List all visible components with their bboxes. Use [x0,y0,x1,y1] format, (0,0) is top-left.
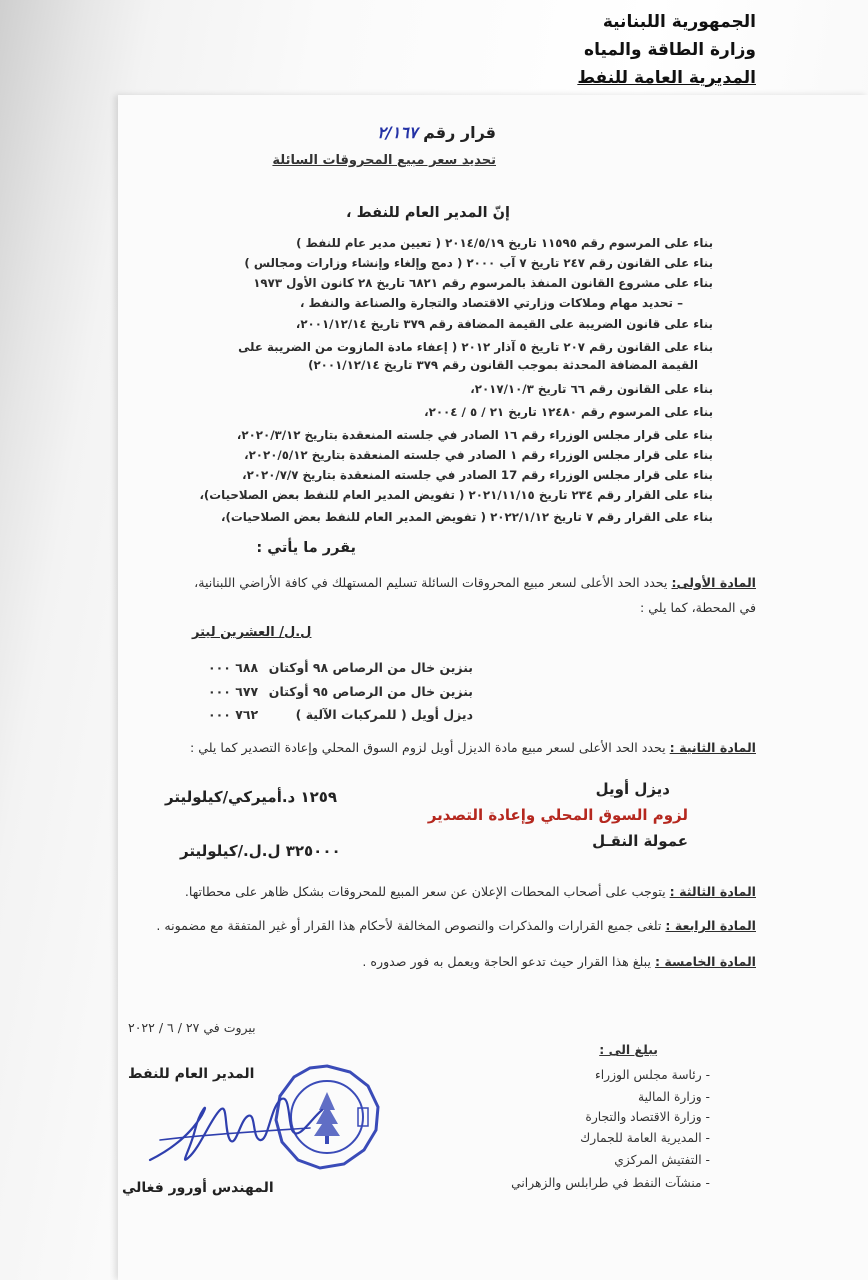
signatory-name: المهندس أورور فغالي [122,1180,274,1196]
article-2-text: يحدد الحد الأعلى لسعر مبيع مادة الديزل أويل لزوم السوق المحلي وإعادة التصدير كما يلي : [189,740,666,755]
article-5-label: المادة الخامسة : [654,954,756,969]
intro-line: إنّ المدير العام للنفط ، [346,205,510,221]
fuel-name: ديزل أويل ( للمركبات الآلية ) [295,707,473,722]
notify-item: - منشآت النفط في طرابلس والزهراني [511,1176,710,1190]
resolves-line: يقرر ما يأتي : [256,540,356,556]
article-5 [362,954,756,969]
consideration-line: بناء على المرسوم رقم ١١٥٩٥ تاريخ ٢٠١٤/٥/١٩ ( تعيين مدير عام للنفط ) [296,236,713,250]
consideration-line: القيمة المضافة المحدثة بموجب القانون رقم ٣٧٩ تاريخ ٢٠٠١/١٢/١٤) [308,358,698,372]
article-3-text: يتوجب على أصحاب المحطات الإعلان عن سعر المبيع للمحروقات بشكل ظاهر على محطاتها. [184,884,666,899]
price-unit-label: ل.ل/ العشرين ليتر [192,625,312,640]
article-3 [185,884,756,899]
transport-name: عمولة النقـل [592,832,688,850]
diesel-name: ديزل أويل [595,780,670,798]
article-1 [194,575,756,590]
notify-item: - المديرية العامة للجمارك [580,1131,710,1145]
consideration-line: بناء على القانون رقم ٢٤٧ تاريخ ٧ آب ٢٠٠٠ ( دمج وإلغاء وإنشاء وزارات ومجالس ) [244,256,713,270]
article-1-text: يحدد الحد الأعلى لسعر مبيع المحروقات السائلة تسليم المستهلك في كافة الأراضي اللبنانية، [194,575,668,590]
diesel-purpose: لزوم السوق المحلي وإعادة التصدير [427,806,688,824]
consideration-line: بناء على مشروع القانون المنفذ بالمرسوم رقم ٦٨٢١ تاريخ ٢٨ كانون الأول ١٩٧٣ [253,276,713,290]
decision-title [377,123,496,142]
consideration-line: بناء على المرسوم رقم ١٢٤٨٠ تاريخ ٢١ / ٥ / ٢٠٠٤، [424,405,713,419]
decision-subtitle: تحديد سعر مبيع المحروقات السائلة [272,153,496,168]
article-4-text: تلغى جميع القرارات والمذكرات والنصوص المخالفة لأحكام هذا القرار أو غير المتفقة مع مضمونه . [156,918,662,933]
fuel-price: ٦٧٧ ٠٠٠ [208,684,259,699]
transport-fee: ٣٢٥٠٠٠ ل.ل./كيلوليتر [180,842,341,860]
article-4-label: المادة الرابعة : [665,918,756,933]
notify-item: - وزارة المالية [638,1090,710,1104]
consideration-line: بناء على القانون رقم ٢٠٧ تاريخ ٥ آذار ٢٠١٢ ( إعفاء مادة المازوت من الضريبة على [238,340,713,354]
consideration-line: بناء على القانون رقم ٦٦ تاريخ ٢٠١٧/١٠/٣، [470,382,713,396]
notify-item: - وزارة الاقتصاد والتجارة [585,1110,710,1124]
article-3-label: المادة الثالثة : [669,884,756,899]
article-1-label: المادة الأولى: [671,575,756,590]
consideration-line: – تحديد مهام وملاكات وزارتي الاقتصاد والتجارة والصناعة والنفط ، [300,296,683,310]
fuel-name: بنزين خال من الرصاص ٩٥ أوكتان [268,684,473,699]
issue-date: بيروت في ٢٧ / ٦ / ٢٠٢٢ [128,1020,256,1035]
consideration-line: بناء على قرار مجلس الوزراء رقم ١٦ الصادر في جلسته المنعقدة بتاريخ ٢٠٢٠/٣/١٢، [236,428,713,442]
header-ministry: وزارة الطاقة والمياه [584,40,756,60]
fuel-name: بنزين خال من الرصاص ٩٨ أوكتان [268,660,473,675]
consideration-line: بناء على القرار رقم ٧ تاريخ ٢٠٢٢/١/١٢ ( تفويض المدير العام للنفط بعض الصلاحيات)، [221,510,713,524]
notify-item: - التفتيش المركزي [614,1153,710,1167]
fuel-price: ٦٨٨ ٠٠٠ [208,660,259,675]
decision-title-label: قرار رقم [423,123,496,142]
notify-item: - رئاسة مجلس الوزراء [594,1068,710,1082]
notify-title: يبلغ الى : [599,1042,658,1057]
decision-number: ٢/١٦٧ [377,123,418,142]
consideration-line: بناء على القرار رقم ٢٣٤ تاريخ ٢٠٢١/١١/١٥ ( تفويض المدير العام للنفط بعض الصلاحيات)، [199,488,713,502]
header-directorate: المديرية العامة للنفط [577,68,756,88]
consideration-line: بناء على قرار مجلس الوزراء رقم ١ الصادر في جلسته المنعقدة بتاريخ ٢٠٢٠/٥/١٢، [244,448,713,462]
header-republic: الجمهورية اللبنانية [602,12,756,32]
article-2-label: المادة الثانية : [669,740,756,755]
consideration-line: بناء على قرار مجلس الوزراء رقم 17 الصادر في جلسته المنعقدة بتاريخ ٢٠٢٠/٧/٧، [242,468,713,482]
diesel-price: ١٢٥٩ د.أميركي/كيلوليتر [165,788,338,806]
article-2 [190,740,756,755]
signatory-title: المدير العام للنفط [128,1066,255,1082]
fuel-price: ٧٦٢ ٠٠٠ [208,707,259,722]
article-1-cont: في المحطة، كما يلي : [640,600,756,615]
consideration-line: بناء على قانون الضريبة على القيمة المضافة رقم ٣٧٩ تاريخ ٢٠٠١/١٢/١٤، [295,317,713,331]
handwritten-signature [140,1080,330,1180]
article-5-text: يبلغ هذا القرار حيث تدعو الحاجة ويعمل به فور صدوره . [362,954,651,969]
article-4 [156,918,756,933]
